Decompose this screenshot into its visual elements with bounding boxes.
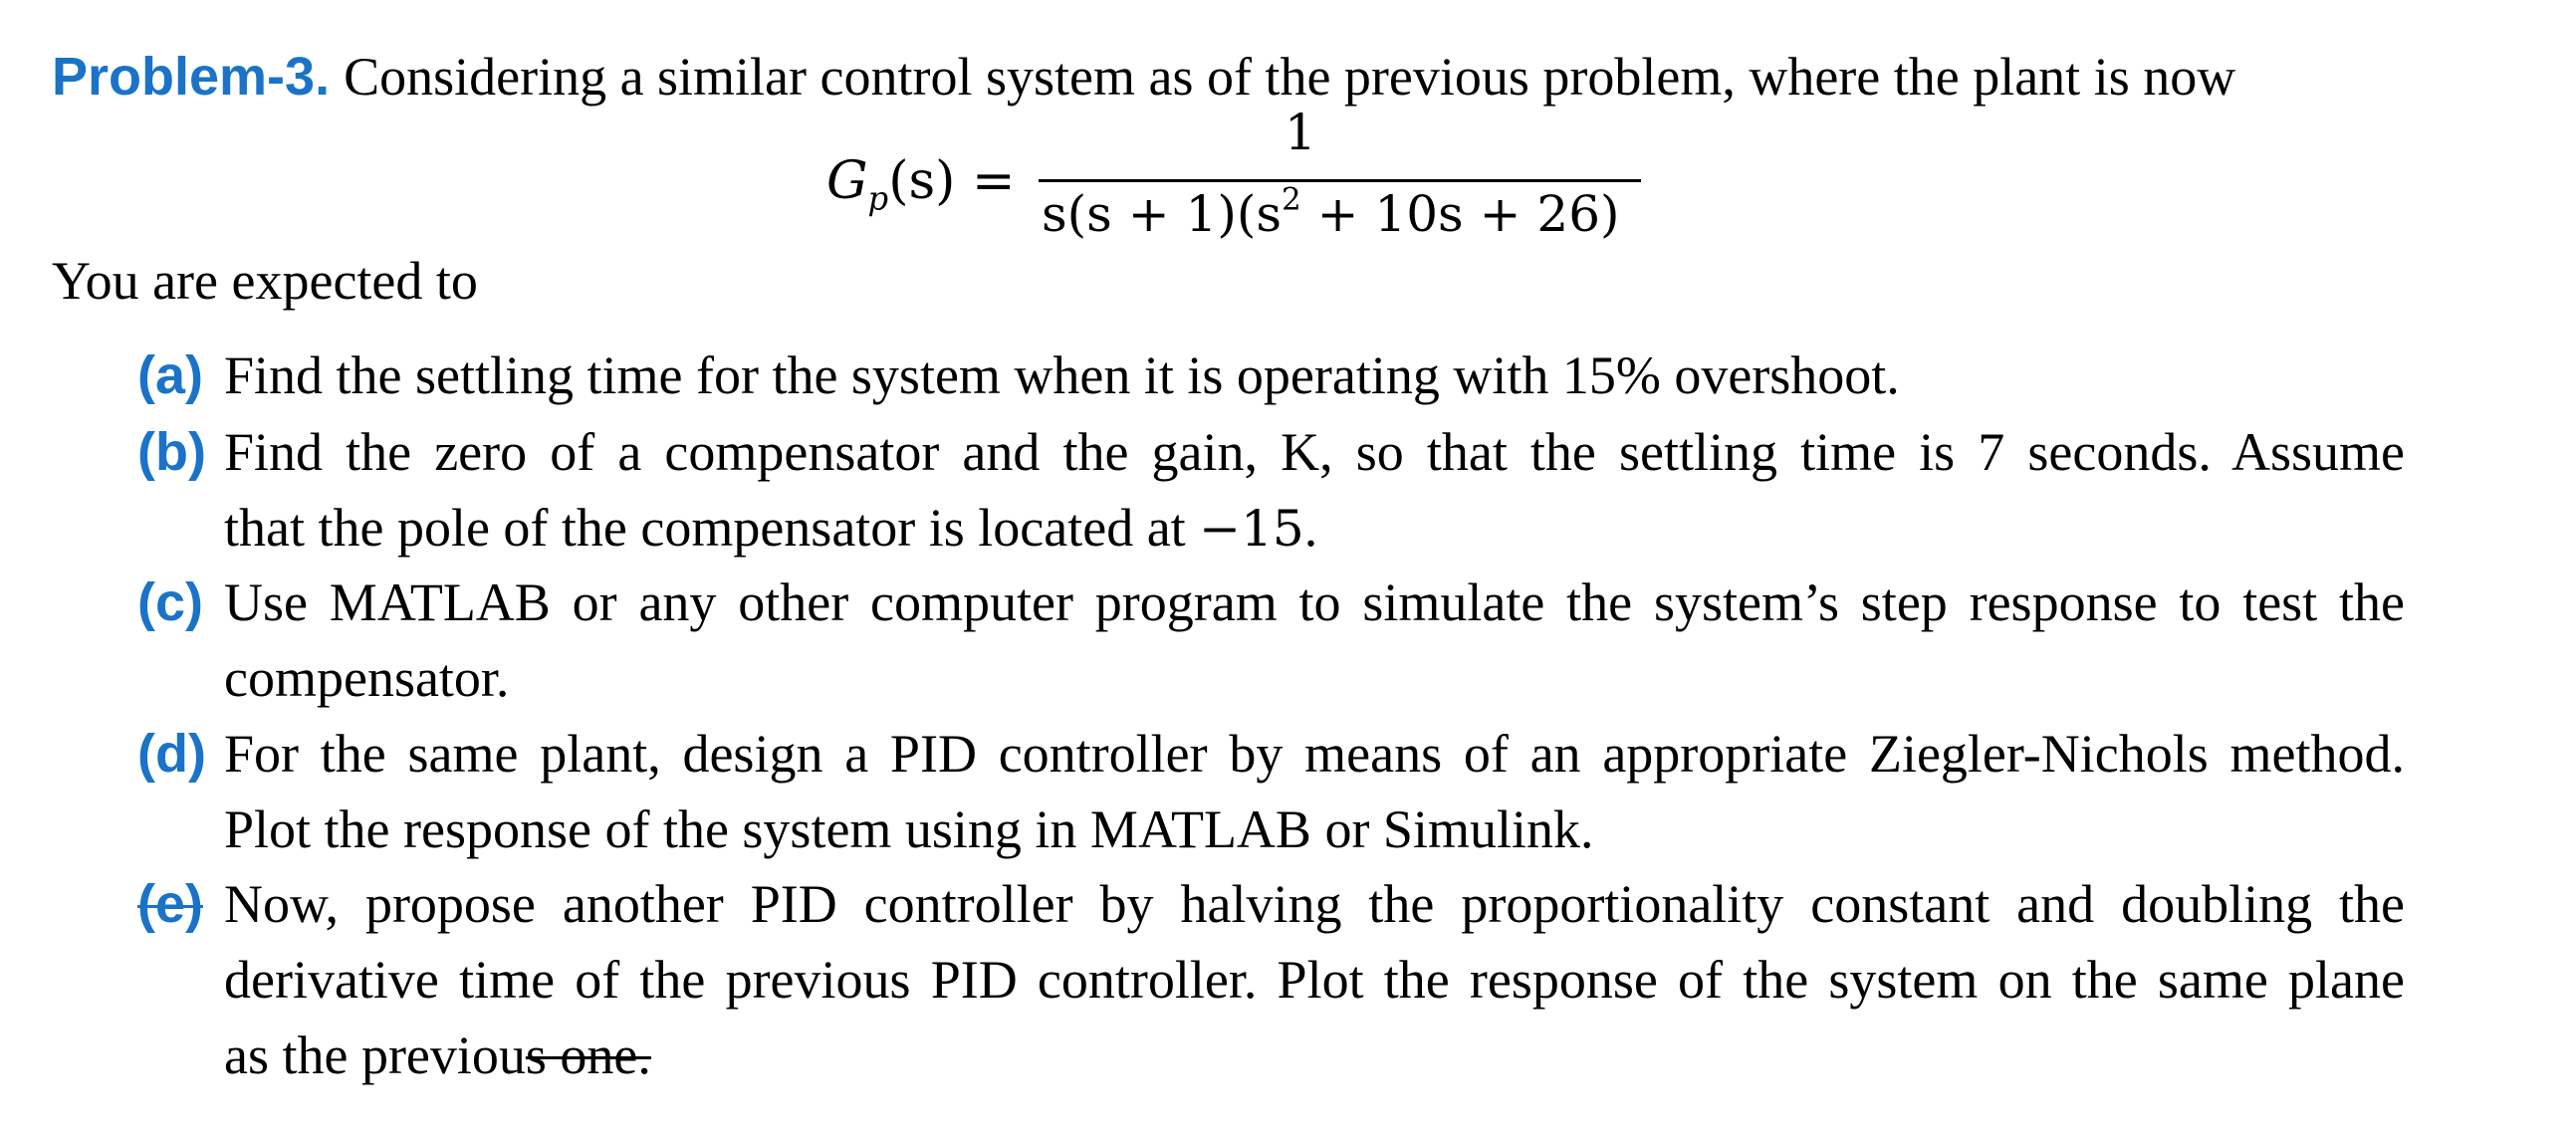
- fraction-bar: [1039, 179, 1641, 182]
- problem-label: Problem-3.: [52, 47, 331, 107]
- item-c-row-2: compensator.: [224, 648, 510, 708]
- item-e-row-2: derivative time of the previous PID controller. Plot the response of the system on the same plane: [224, 950, 2405, 1010]
- item-text-a: [224, 338, 2405, 413]
- item-e-row-1: Now, propose another PID controller by halving the proportionality constant and doubling the: [224, 874, 2405, 934]
- item-b-row-2: that the pole of the compensator is located at −15.: [224, 498, 1318, 558]
- item-label-e: (e): [137, 874, 203, 934]
- item-text-b: [224, 414, 2405, 567]
- problem-intro: Considering a similar control system as of the previous problem, where the plant is now: [344, 47, 2236, 107]
- item-text-c: [224, 565, 2405, 716]
- item-label-d: (d): [137, 724, 206, 784]
- equation-numerator: 1: [1285, 104, 1316, 161]
- item-label-b: (b): [137, 422, 206, 482]
- equation-lhs: $G_p(s)$ =: [826, 151, 1016, 218]
- item-d-row-1: For the same plant, design a PID controller by means of an appropriate Ziegler-Nichols method.: [224, 724, 2405, 784]
- transfer-function-equation: [826, 100, 1643, 259]
- item-d-row-2: Plot the response of the system using in MATLAB or Simulink.: [224, 799, 1594, 859]
- item-text-d: [224, 716, 2405, 867]
- equation-denominator: $s(s + 1)(s^2 + 10s + 26)$: [1042, 181, 1620, 243]
- item-label-c: (c): [137, 572, 203, 632]
- item-text-e: [224, 866, 2405, 1093]
- item-a-row-1: Find the settling time for the system when it is operating with 15% overshoot.: [224, 345, 1900, 405]
- item-e-row-3: as the previous one.: [224, 1025, 651, 1085]
- expected-intro: You are expected to: [52, 251, 478, 311]
- item-c-row-1: Use MATLAB or any other computer program to simulate the system’s step response to test the: [224, 572, 2405, 632]
- pole-value: −15: [1199, 500, 1304, 558]
- item-b-row-1: Find the zero of a compensator and the gain, K, so that the settling time is 7 seconds. Assume: [224, 422, 2405, 482]
- item-label-a: (a): [137, 345, 203, 405]
- struck-text: s one.: [525, 1025, 651, 1085]
